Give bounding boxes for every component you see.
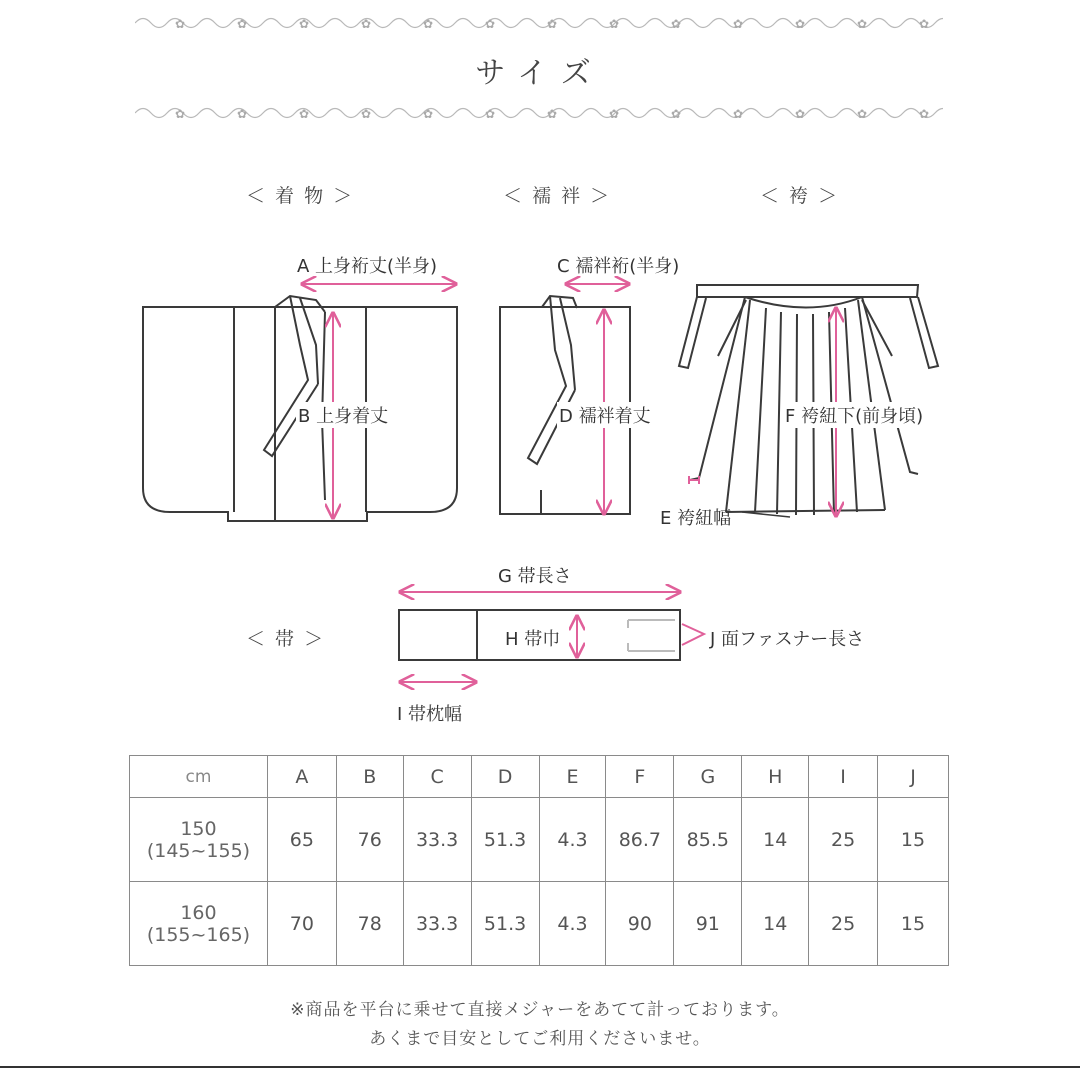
table-cell: 15 xyxy=(878,798,949,882)
size-range: (145~155) xyxy=(146,839,251,862)
label-e: E 袴紐幅 xyxy=(660,508,732,529)
ornament-flower: ✿ xyxy=(609,17,620,31)
section-juban: ＜ 襦 袢 ＞ xyxy=(503,185,612,207)
bottom-divider xyxy=(0,1066,1080,1068)
ornament-flower: ✿ xyxy=(361,107,372,121)
table-cell: 25 xyxy=(809,882,878,966)
col-header: C xyxy=(403,756,471,798)
ornament-flower: ✿ xyxy=(175,107,186,121)
table-row xyxy=(130,798,949,882)
size-value: 160 xyxy=(180,901,217,924)
ornament-flower: ✿ xyxy=(795,17,806,31)
table-header-row xyxy=(130,756,949,798)
table-cell: 90 xyxy=(606,882,674,966)
note-line-2: あくまで目安としてご利用くださいませ。 xyxy=(369,1029,711,1049)
col-header: D xyxy=(471,756,539,798)
ornament-flower: ✿ xyxy=(237,107,248,121)
ornament-flower: ✿ xyxy=(733,17,744,31)
table-cell: 51.3 xyxy=(471,798,539,882)
ornament-flower: ✿ xyxy=(857,107,868,121)
row-size xyxy=(130,882,268,966)
table-cell: 33.3 xyxy=(403,882,471,966)
label-d: D 襦袢着丈 xyxy=(557,402,653,428)
ornament-flower: ✿ xyxy=(485,107,496,121)
ornament-flower: ✿ xyxy=(919,17,930,31)
table-cell: 33.3 xyxy=(403,798,471,882)
section-hakama: ＜ 袴 ＞ xyxy=(760,185,840,207)
section-obi: ＜ 帯 ＞ xyxy=(246,628,326,650)
col-header: E xyxy=(539,756,606,798)
col-header: H xyxy=(742,756,809,798)
label-h: H 帯巾 xyxy=(505,629,561,650)
ornament-flower: ✿ xyxy=(547,107,558,121)
table-cell: 85.5 xyxy=(674,798,742,882)
ornament-flower: ✿ xyxy=(733,107,744,121)
size-range: (155~165) xyxy=(146,923,251,946)
table-cell: 65 xyxy=(267,798,336,882)
table-cell: 86.7 xyxy=(606,798,674,882)
col-header: G xyxy=(674,756,742,798)
label-f: F 袴紐下(前身頃) xyxy=(783,402,925,428)
ornament-flower: ✿ xyxy=(299,107,310,121)
ornament-flower: ✿ xyxy=(175,17,186,31)
col-header: B xyxy=(336,756,403,798)
table-cell: 4.3 xyxy=(539,798,606,882)
section-kimono: ＜ 着 物 ＞ xyxy=(246,185,355,207)
size-value: 150 xyxy=(180,817,217,840)
table-cell: 76 xyxy=(336,798,403,882)
ornament-flower: ✿ xyxy=(671,17,682,31)
ornament-flower: ✿ xyxy=(671,107,682,121)
col-header: F xyxy=(606,756,674,798)
table-cell: 15 xyxy=(878,882,949,966)
label-b: B 上身着丈 xyxy=(296,402,390,428)
row-size xyxy=(130,798,268,882)
size-table xyxy=(129,755,949,966)
table-cell: 78 xyxy=(336,882,403,966)
table-cell: 51.3 xyxy=(471,882,539,966)
page-title: サイズ xyxy=(475,56,605,91)
table-cell: 14 xyxy=(742,882,809,966)
ornament-flower: ✿ xyxy=(361,17,372,31)
ornament-flower: ✿ xyxy=(857,17,868,31)
ornament-flower: ✿ xyxy=(795,107,806,121)
label-j: J 面ファスナー長さ xyxy=(710,629,865,650)
table-cell: 14 xyxy=(742,798,809,882)
label-i: I 帯枕幅 xyxy=(397,704,463,725)
table-cell: 70 xyxy=(267,882,336,966)
table-cell: 25 xyxy=(809,798,878,882)
ornament-flower: ✿ xyxy=(299,17,310,31)
table-corner: cm xyxy=(130,756,268,798)
ornament-flower: ✿ xyxy=(423,17,434,31)
ornament-flower: ✿ xyxy=(609,107,620,121)
label-a: A 上身裄丈(半身) xyxy=(297,256,438,277)
ornament-flower: ✿ xyxy=(919,107,930,121)
ornament-flower: ✿ xyxy=(485,17,496,31)
col-header: I xyxy=(809,756,878,798)
col-header: J xyxy=(878,756,949,798)
label-c: C 襦袢裄(半身) xyxy=(557,256,680,277)
ornament-flower: ✿ xyxy=(237,17,248,31)
note-line-1: ※商品を平台に乗せて直接メジャーをあてて計っております。 xyxy=(290,1000,790,1020)
table-cell: 91 xyxy=(674,882,742,966)
hakama-drawing xyxy=(679,285,938,515)
col-header: A xyxy=(267,756,336,798)
table-cell: 4.3 xyxy=(539,882,606,966)
ornament-flower: ✿ xyxy=(547,17,558,31)
table-row xyxy=(130,882,949,966)
label-g: G 帯長さ xyxy=(498,566,572,587)
ornament-flower: ✿ xyxy=(423,107,434,121)
